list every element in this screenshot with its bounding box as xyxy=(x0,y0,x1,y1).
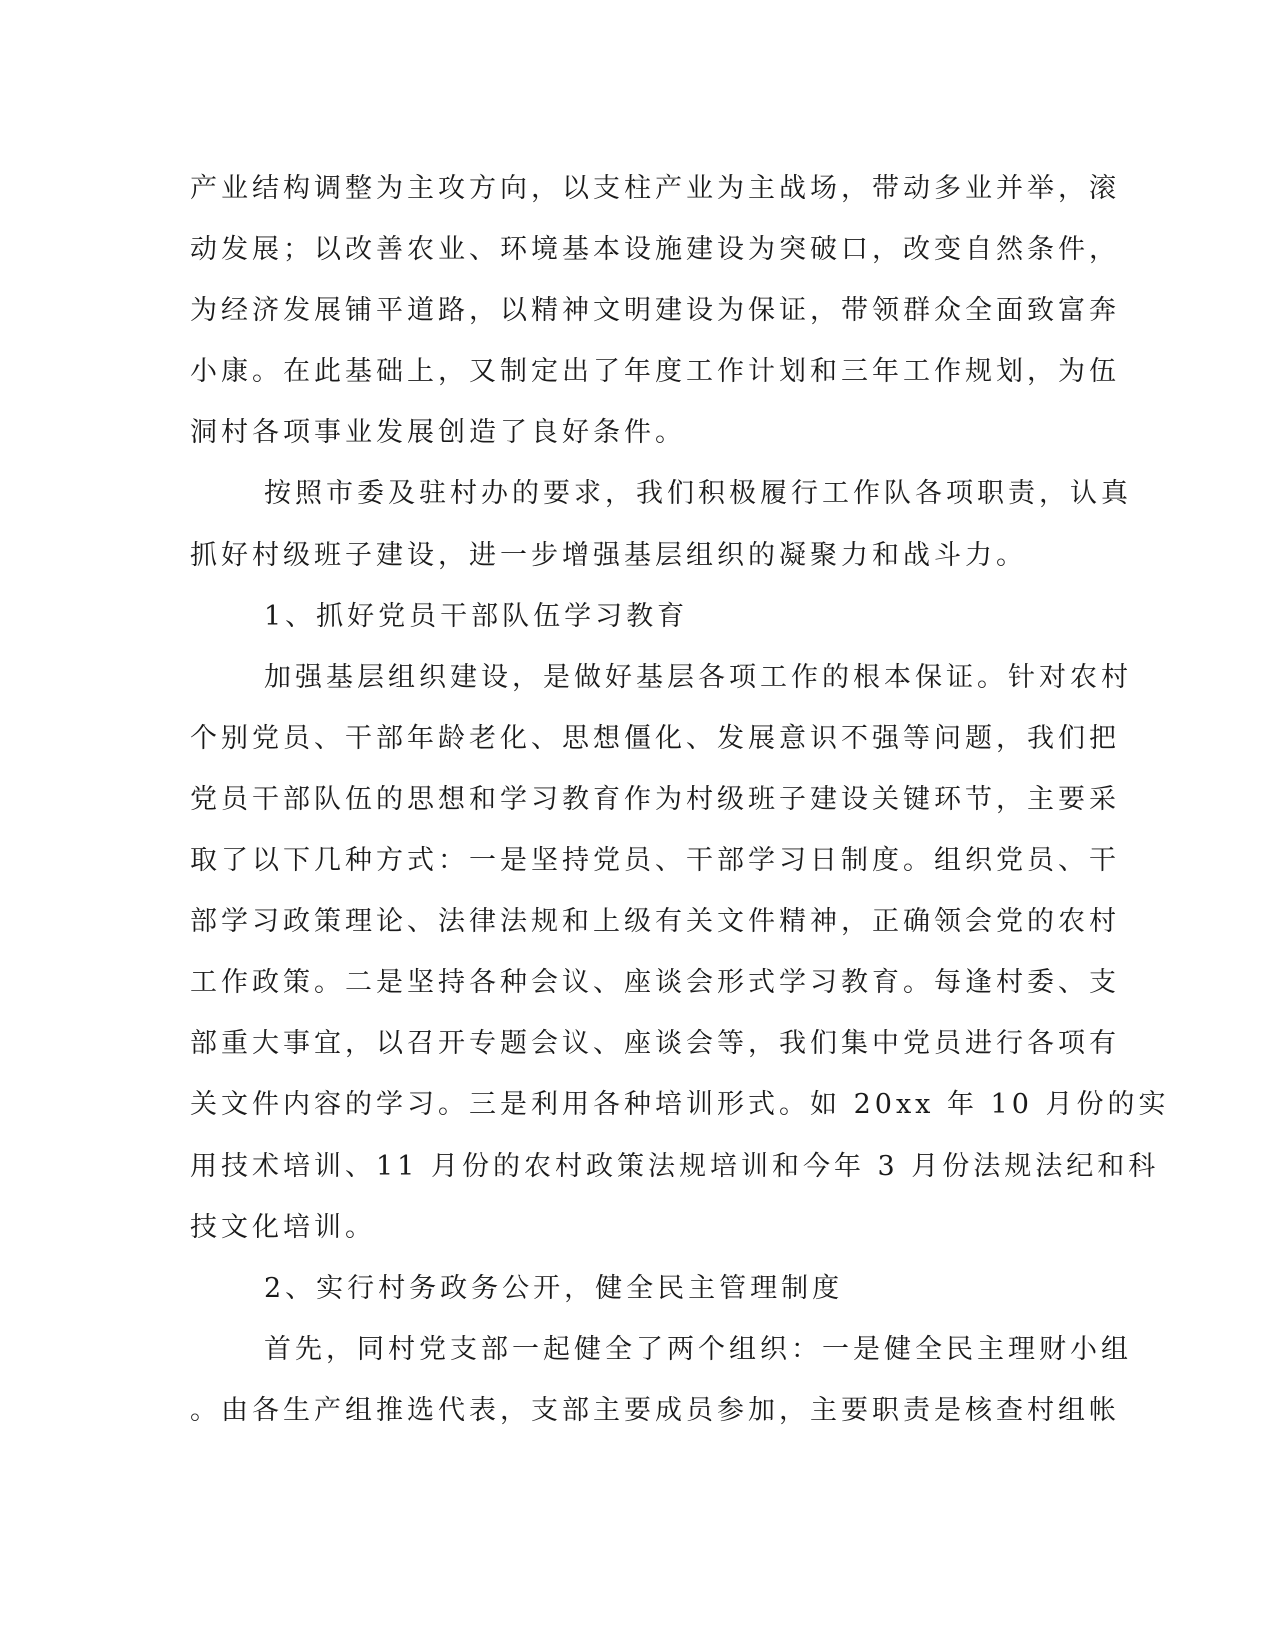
paragraph-first-line: 按照市委及驻村办的要求，我们积极履行工作队各项职责，认真 xyxy=(264,478,1132,510)
section-heading-1: 1、抓好党员干部队伍学习教育 xyxy=(264,600,689,632)
text-line: 。由各生产组推选代表，支部主要成员参加，主要职责是核查村组帐 xyxy=(190,1394,1120,1426)
text-line: 取了以下几种方式：一是坚持党员、干部学习日制度。组织党员、干 xyxy=(190,845,1120,877)
text-line: 技文化培训。 xyxy=(190,1211,376,1243)
document-body xyxy=(190,158,1170,1441)
text-line: 部学习政策理论、法律法规和上级有关文件精神，正确领会党的农村 xyxy=(190,906,1120,938)
text-line: 个别党员、干部年龄老化、思想僵化、发展意识不强等问题，我们把 xyxy=(190,722,1120,754)
paragraph-first-line: 加强基层组织建设，是做好基层各项工作的根本保证。针对农村 xyxy=(264,661,1132,693)
text-line: 产业结构调整为主攻方向，以支柱产业为主战场，带动多业并举，滚 xyxy=(190,173,1120,204)
paragraph-first-line: 首先，同村党支部一起健全了两个组织：一是健全民主理财小组 xyxy=(264,1333,1132,1365)
text-line: 动发展；以改善农业、环境基本设施建设为突破口，改变自然条件， xyxy=(190,234,1120,266)
section-heading-2: 2、实行村务政务公开，健全民主管理制度 xyxy=(264,1272,844,1304)
text-line: 小康。在此基础上，又制定出了年度工作计划和三年工作规划，为伍 xyxy=(190,356,1120,388)
text-line: 部重大事宜，以召开专题会议、座谈会等，我们集中党员进行各项有 xyxy=(190,1028,1120,1060)
text-line: 洞村各项事业发展创造了良好条件。 xyxy=(190,417,686,449)
text-line: 关文件内容的学习。三是利用各种培训形式。如 20xx 年 10 月份的实 xyxy=(190,1089,1170,1121)
text-line: 用技术培训、11 月份的农村政策法规培训和今年 3 月份法规法纪和科 xyxy=(190,1150,1160,1182)
text-line: 抓好村级班子建设，进一步增强基层组织的凝聚力和战斗力。 xyxy=(190,539,1027,571)
text-line: 党员干部队伍的思想和学习教育作为村级班子建设关键环节，主要采 xyxy=(190,783,1120,815)
text-line: 工作政策。二是坚持各种会议、座谈会形式学习教育。每逢村委、支 xyxy=(190,967,1120,999)
text-line: 为经济发展铺平道路，以精神文明建设为保证，带领群众全面致富奔 xyxy=(190,295,1120,327)
